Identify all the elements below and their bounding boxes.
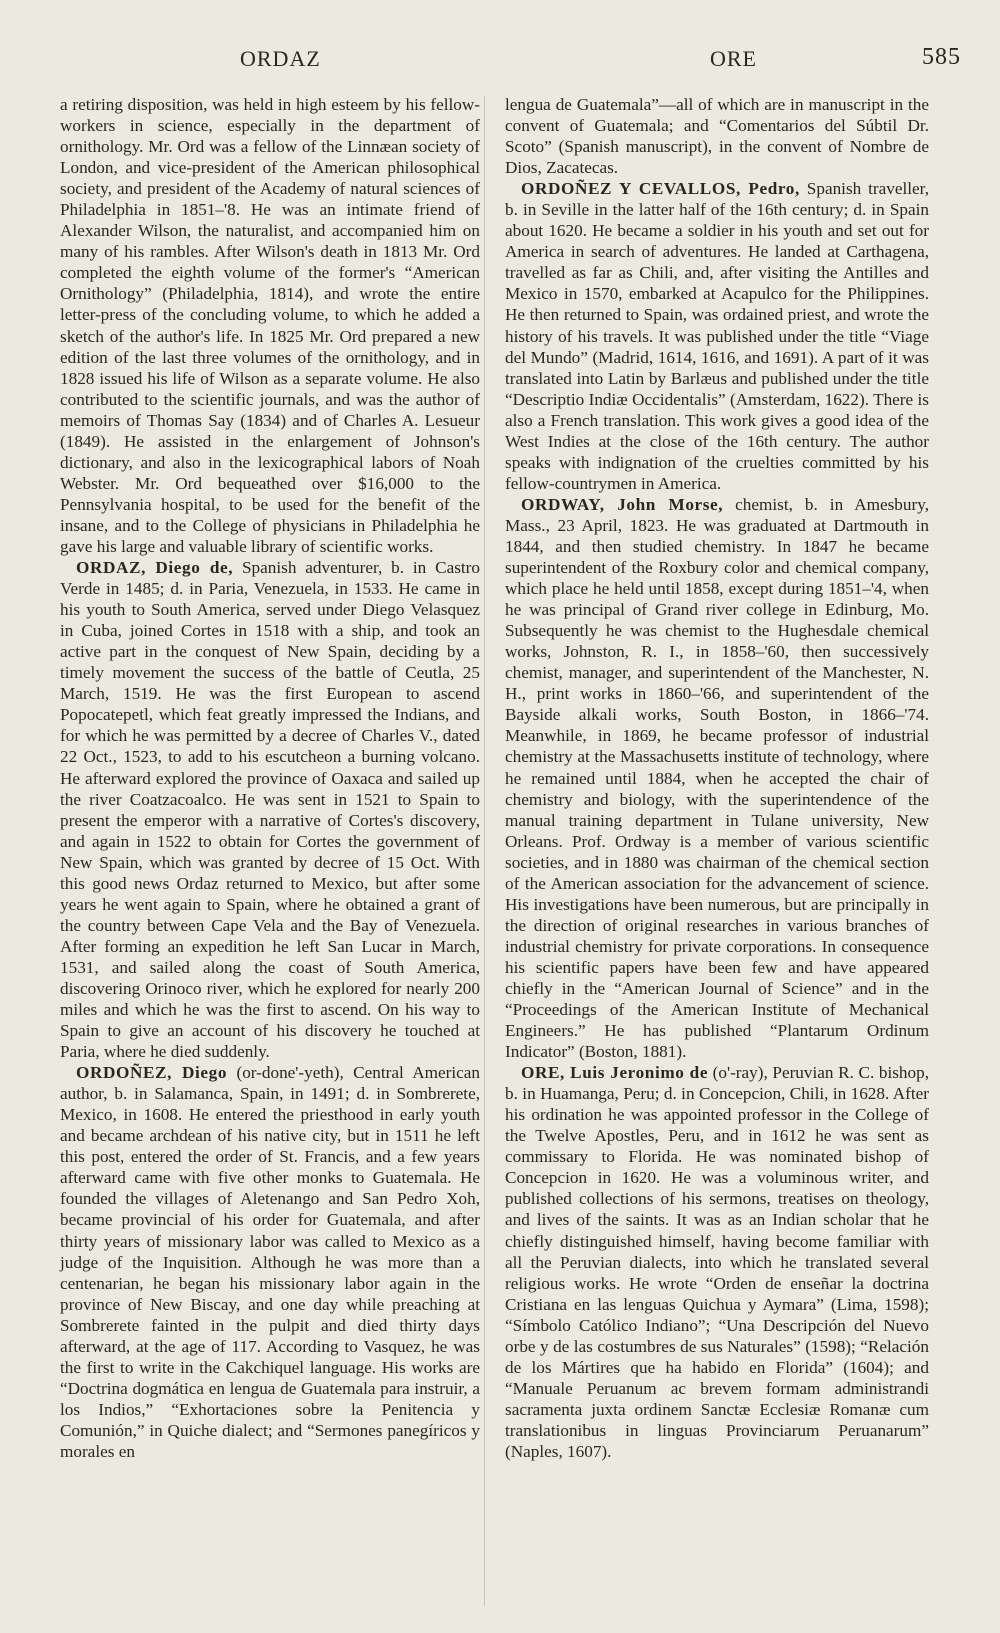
entry-ordonez-cevallos	[505, 178, 929, 494]
entry-headword: ORDOÑEZ Y CEVALLOS, Pedro,	[521, 179, 800, 199]
entry-ord-continuation	[60, 94, 480, 557]
entry-text: Spanish traveller, b. in Seville in the latter half of the 16th century; d. in Spain about 1620. He became a soldier in his youth and set out for America in search of adventures. He landed at Carthagena, travelled as far as Chili, and, after visiting the Antilles and Mexico in 1570, embarked at Acapulco for the Philippines. He then returned to Spain, was ordained priest, and wrote the history of his travels. It was published under the title “Viage del Mundo” (Madrid, 1614, 1616, and 1691). A part of it was translated into Latin by Barlæus and published under the title “Descriptio Indiæ Occidentalis” (Amsterdam, 1622). There is also a French translation. This work gives a good idea of the West Indies at the close of the 16th century. The author speaks with indignation of the cruelties committed by his fellow-countrymen in America.	[505, 179, 929, 493]
entry-text: (o'-ray), Peruvian R. C. bishop, b. in Huamanga, Peru; d. in Concepcion, Chili, in 1628. After his ordination he was appointed professor in the College of the Twelve Apostles, Peru, and in 1612 he was sent as commissary to Florida. He was nominated bishop of Concepcion in 1620. He was a voluminous writer, and published collections of his sermons, treatises on theology, and lives of the saints. It was as an Indian scholar that he chiefly distinguished himself, having become familiar with all the Peruvian dialects, into which he translated several religious works. He wrote “Orden de enseñar la doctrina Cristiana en las lenguas Quichua y Aymara” (Lima, 1598); “Símbolo Católico Indiano”; “Una Descripción del Nuevo orbe y de las costumbres de sus Naturales” (1598); “Relación de los Mártires que ha habido en Florida” (1604); and “Manuale Peruanum ac brevem formam administrandi sacramenta juxta ordinem Sanctæ Ecclesiæ Romanæ cum translationibus in linguas Provinciarum Peruanarum” (Naples, 1607).	[505, 1063, 929, 1461]
left-column	[60, 94, 480, 1462]
entry-text: lengua de Guatemala”—all of which are in manuscript in the convent of Guatemala; and “Comentarios del Súbtil Dr. Scoto” (Spanish manuscript), in the convent of Nombre de Dios, Zacatecas.	[505, 95, 929, 178]
entry-headword: ORDAZ, Diego de,	[76, 558, 234, 578]
entry-ordonez-continuation	[505, 94, 929, 178]
entry-text: a retiring disposition, was held in high esteem by his fellow-workers in science, especially in the department of ornithology. Mr. Ord was a fellow of the Linnæan society of London, and vice-president of the American philosophical society, and president of the Academy of natural sciences of Philadelphia in 1851–'8. He was an intimate friend of Alexander Wilson, the naturalist, and accompanied him on many of his rambles. After Wilson's death in 1813 Mr. Ord completed the eighth volume of the former's “American Ornithology” (Philadelphia, 1814), and wrote the entire letter-press of the concluding volume, to which he added a sketch of the author's life. In 1825 Mr. Ord prepared a new edition of the last three volumes of the ornithology, and in 1828 issued his life of Wilson as a separate volume. He also contributed to the scientific journals, and was the author of memoirs of Thomas Say (1834) and of Charles A. Lesueur (1849). He assisted in the enlargement of Johnson's dictionary, and also in the lexicographical labors of Noah Webster. Mr. Ord bequeathed over $16,000 to the Pennsylvania hospital, to be used for the benefit of the insane, and to the College of physicians in Philadelphia he gave his large and valuable library of scientific works.	[60, 95, 480, 556]
column-divider	[484, 96, 485, 1606]
header-left-guide-word: ORDAZ	[240, 46, 321, 71]
entry-headword: ORE, Luis Jeronimo de	[521, 1063, 709, 1083]
right-column	[505, 94, 929, 1462]
entry-ordaz-diego	[60, 557, 480, 1062]
entry-ordonez-diego	[60, 1062, 480, 1462]
header-right-guide-word: ORE	[710, 46, 757, 71]
page-number: 585	[922, 44, 961, 70]
entry-text: chemist, b. in Amesbury, Mass., 23 April, 1823. He was graduated at Dartmouth in 1844, and then studied chemistry. In 1847 he became superintendent of the Roxbury color and chemical company, which place he held until 1858, except during 1851–'4, when he was principal of Grand river college in Edinburg, Mo. Subsequently he was chemist to the Hughesdale chemical works, Johnston, R. I., in 1858–'60, then successively chemist, manager, and superintendent of the Manchester, N. H., print works in 1860–'66, and superintendent of the Bayside alkali works, South Boston, in 1866–'74. Meanwhile, in 1869, he became professor of industrial chemistry at the Massachusetts institute of technology, where he remained until 1884, when he accepted the chair of chemistry and biology, with the superintendence of the manual training department in Tulane university, New Orleans. Prof. Ordway is a member of various scientific societies, and in 1880 was chairman of the chemical section of the American association for the advancement of science. His investigations have been numerous, but are principally in the direction of original researches in various branches of industrial chemistry for private corporations. In consequence his scientific papers have been few and have appeared chiefly in the “American Journal of Science” and in the “Proceedings of the American Institute of Mechanical Engineers.” He has published “Plantarum Ordinum Indicator” (Boston, 1881).	[505, 494, 929, 1062]
entry-text: Spanish adventurer, b. in Castro Verde in 1485; d. in Paria, Venezuela, in 1533. He came in his youth to South America, served under Diego Velasquez in Cuba, joined Cortes in 1518 with a ship, and took an active part in the conquest of New Spain, deciding by a timely movement the success of the battle of Ceutla, 25 March, 1519. He was the first European to ascend Popocatepetl, which feat greatly impressed the Indians, and for which he was permitted by a decree of Charles V., dated 22 Oct., 1523, to add to his escutcheon a burning volcano. He afterward explored the province of Oaxaca and sailed up the river Coatzacoalco. He was sent in 1521 to Spain to present the emperor with a narrative of Cortes's discovery, and again in 1522 to obtain for Cortes the government of New Spain, which was granted by decree of 15 Oct. With this good news Ordaz returned to Mexico, but after some years he went again to Spain, where he obtained a grant of the country between Cape Vela and the Bay of Venezuela. After forming an expedition he left San Lucar in March, 1531, and sailed along the coast of South America, discovering Orinoco river, which he explored for nearly 200 miles and which he was the first to ascend. On his way to Spain to give an account of his discovery he touched at Paria, where he died suddenly.	[60, 558, 480, 1062]
entry-ore-luis	[505, 1062, 929, 1462]
running-header	[0, 40, 1000, 80]
entry-headword: ORDOÑEZ, Diego	[76, 1063, 228, 1083]
entry-headword: ORDWAY, John Morse,	[521, 494, 724, 514]
entry-ordway-john	[505, 494, 929, 1062]
entry-text: (or-done'-yeth), Central American author, b. in Salamanca, Spain, in 1491; d. in Sombrerete, Mexico, in 1608. He entered the priesthood in early youth and became archdean of his native city, but in 1511 he left this post, entered the order of St. Francis, and a few years afterward came with five other monks to Guatemala. He founded the villages of Aletenango and San Pedro Xoh, became provincial of his order for Guatemala, and after thirty years of missionary labor was called to Mexico as a judge of the Inquisition. Although he was more than a centenarian, he began his missionary labor again in the province of New Biscay, and one day while preaching at Sombrerete fainted in the pulpit and died thirty days afterward, at the age of 117. According to Vasquez, he was the first to write in the Cakchiquel language. His works are “Doctrina dogmática en lengua de Guatemala para instruir, a los Indios,” “Exhortaciones sobre la Penitencia y Comunión,” in Quiche dialect; and “Sermones panegíricos y morales en	[60, 1063, 480, 1461]
